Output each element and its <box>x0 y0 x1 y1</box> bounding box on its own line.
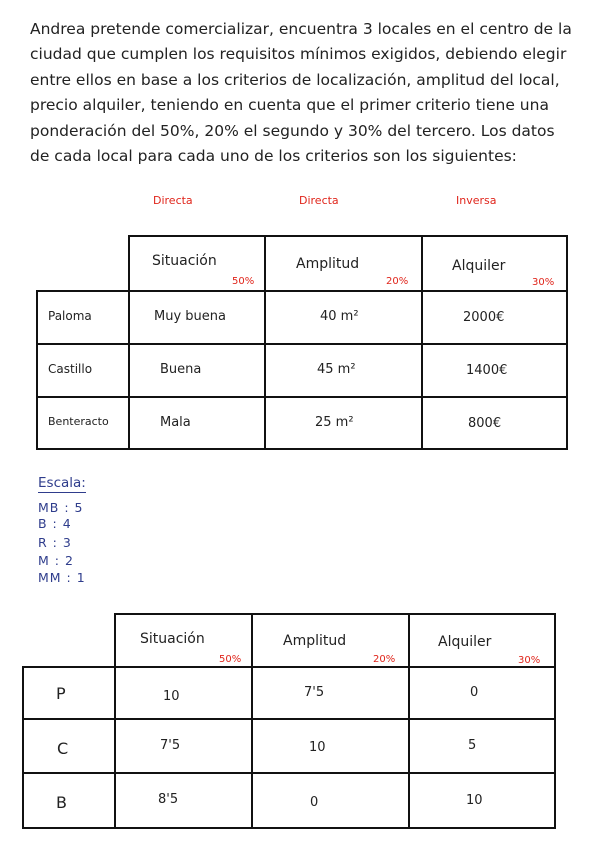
row-name-castillo: Castillo <box>48 362 93 376</box>
scale-title: Escala: <box>38 475 86 491</box>
header2-amplitud: Amplitud <box>283 633 347 649</box>
header-amplitud: Amplitud <box>296 256 360 272</box>
cell-castillo-alquiler: 1400€ <box>466 363 508 378</box>
row2-name-b: B <box>56 793 67 812</box>
weight2-alquiler: 30% <box>518 655 541 666</box>
problem-statement: Andrea pretende comercializar, encuentra 3 locales en el centro de la ciudad que cumplen los requisitos mínimos exigidos, debiendo elegir entre ellos en base a los criterios de localización, amplitud del local, precio alquiler, teniendo en cuenta que el primer criterio tiene una ponderación del 50%, 20% el segundo y 30% del tercero. Los datos de cada local para cada uno de los criterios son los siguientes: <box>30 20 572 166</box>
cell-castillo-situacion: Buena <box>160 362 202 377</box>
score-b-amplitud: 0 <box>310 795 319 810</box>
weight-amplitud: 20% <box>386 276 409 287</box>
row-name-paloma: Paloma <box>48 309 92 323</box>
weight-situacion: 50% <box>232 276 255 287</box>
weight-alquiler: 30% <box>532 277 555 288</box>
cell-paloma-amplitud: 40 m² <box>320 309 359 324</box>
weight2-amplitud: 20% <box>373 654 396 665</box>
cell-benteracto-situacion: Mala <box>160 415 191 430</box>
cell-benteracto-alquiler: 800€ <box>468 416 502 431</box>
scale-item-b: B : 4 <box>38 516 72 531</box>
scale-item-m: M : 2 <box>38 553 74 568</box>
header2-alquiler: Alquiler <box>438 634 492 650</box>
weight2-situacion: 50% <box>219 654 242 665</box>
cell-paloma-situacion: Muy buena <box>154 309 226 324</box>
scale-item-mm: MM : 1 <box>38 570 86 585</box>
score-c-situacion: 7'5 <box>160 738 181 753</box>
score-p-situacion: 10 <box>163 689 180 704</box>
cell-paloma-alquiler: 2000€ <box>463 310 505 325</box>
criterion-type-situacion: Directa <box>153 194 193 207</box>
cell-benteracto-amplitud: 25 m² <box>315 415 354 430</box>
score-p-alquiler: 0 <box>470 685 479 700</box>
score-c-amplitud: 10 <box>309 740 326 755</box>
header-situacion: Situación <box>152 253 217 269</box>
score-c-alquiler: 5 <box>468 738 477 753</box>
score-p-amplitud: 7'5 <box>304 685 325 700</box>
header-alquiler: Alquiler <box>452 258 506 274</box>
scale-item-mb: MB : 5 <box>38 500 84 515</box>
score-b-alquiler: 10 <box>466 793 483 808</box>
row2-name-c: C <box>57 739 69 758</box>
criterion-type-amplitud: Directa <box>299 194 339 207</box>
score-b-situacion: 8'5 <box>158 792 179 807</box>
cell-castillo-amplitud: 45 m² <box>317 362 356 377</box>
row-name-benteracto: Benteracto <box>48 415 109 428</box>
scale-item-r: R : 3 <box>38 535 72 550</box>
row2-name-p: P <box>56 684 66 703</box>
criterion-type-alquiler: Inversa <box>456 194 497 207</box>
header2-situacion: Situación <box>140 631 205 647</box>
